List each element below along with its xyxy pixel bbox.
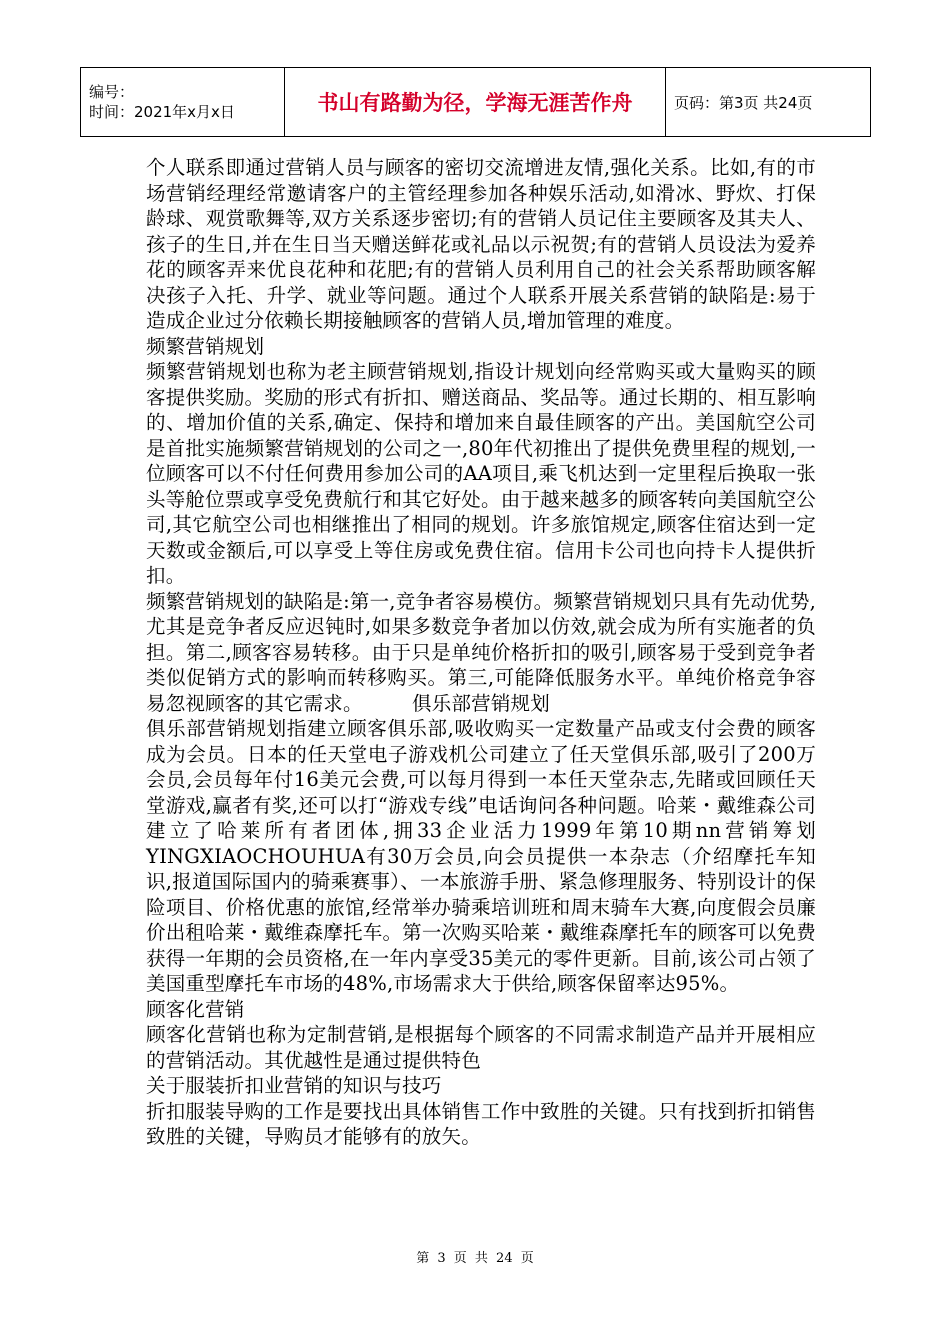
paragraph-personal-contact: 个人联系即通过营销人员与顾客的密切交流增进友情,强化关系。比如,有的市场营销经理经常邀请客户的主管经理参加各种娱乐活动,如滑冰、野炊、打保龄球、观赏歌舞等,双方关系逐步密切;有的营销人员记住主要顾客及其夫人、孩子的生日,并在生日当天赠送鲜花或礼品以示祝贺;有的营销人员设法为爱养花的顾客弄来优良花种和花肥;有的营销人员利用自己的社会关系帮助顾客解决孩子入托、升学、就业等问题。通过个人联系开展关系营销的缺陷是:易于造成企业过分依赖长期接触顾客的营销人员,增加管理的难度。 bbox=[146, 156, 816, 332]
heading-customized-marketing: 顾客化营销 bbox=[146, 997, 245, 1021]
header-table bbox=[80, 67, 871, 137]
page-footer: 第 3 页 共 24 页 bbox=[416, 1251, 534, 1266]
heading-discount-apparel: 关于服装折扣业营销的知识与技巧 bbox=[146, 1074, 442, 1097]
paragraph-frequency-marketing: 频繁营销规划也称为老主顾营销规划,指设计规划向经常购买或大量购买的顾客提供奖励。奖励的形式有折扣、赠送商品、奖品等。通过长期的、相互影响的、增加价值的关系,确定、保持和增加来自最佳顾客的产出。美国航空公司是首批实施频繁营销规划的公司之一,80年代初推出了提供免费里程的规划,一位顾客可以不付任何费用参加公司的AA项目,乘飞机达到一定里程后换取一张头等舱位票或享受免费航行和其它好处。由于越来越多的顾客转向美国航空公司,其它航空公司也相继推出了相同的规划。许多旅馆规定,顾客住宿达到一定天数或金额后,可以享受上等住房或免费住宿。信用卡公司也向持卡人提供折扣。 bbox=[146, 360, 816, 587]
header-motto: 书山有路勤为径，学海无涯苦作舟 bbox=[285, 68, 666, 137]
document-body bbox=[146, 155, 816, 1150]
heading-frequency-marketing: 频繁营销规划 bbox=[146, 334, 265, 358]
header-meta bbox=[81, 68, 285, 137]
paragraph-club-marketing: 俱乐部营销规划指建立顾客俱乐部,吸收购买一定数量产品或支付会费的顾客成为会员。日本的任天堂电子游戏机公司建立了任天堂俱乐部,吸引了200万会员,会员每年付16美元会费,可以每月得到一本任天堂杂志,先睹或回顾任天堂游戏,赢者有奖,还可以打“游戏专线”电话询问各种问题。哈莱・戴维森公司建立了哈莱所有者团体,拥33企业活力1999年第10期nn营销筹划YINGXIAOCHOUHUA有30万会员,向会员提供一本杂志（介绍摩托车知识,报道国际国内的骑乘赛事）、一本旅游手册、紧急修理服务、特别设计的保险项目、价格优惠的旅馆,经常举办骑乘培训班和周末骑车大赛,向度假会员廉价出租哈莱・戴维森摩托车。第一次购买哈莱・戴维森摩托车的顾客可以免费获得一年期的会员资格,在一年内享受35美元的零件更新。目前,该公司占领了美国重型摩托车市场的48%,市场需求大于供给,顾客保留率达95%。 bbox=[146, 717, 816, 995]
paragraph-discount-apparel: 折扣服装导购的工作是要找出具体销售工作中致胜的关键。只有找到折扣销售致胜的关键，导购员才能够有的放矢。 bbox=[146, 1099, 816, 1148]
document-time-label: 时间：2021年x月x日 bbox=[89, 103, 235, 121]
document-number-label: 编号： bbox=[89, 83, 135, 101]
paragraph-frequency-drawbacks: 频繁营销规划的缺陷是:第一,竞争者容易模仿。频繁营销规划只具有先动优势,尤其是竞争者反应迟钝时,如果多数竞争者加以仿效,就会成为所有实施者的负担。第二,顾客容易转移。由于只是单纯价格折扣的吸引,顾客易于受到竞争者类似促销方式的影响而转移购买。第三,可能降低服务水平。单纯价格竞争容易忽视顾客的其它需求。 俱乐部营销规划 bbox=[146, 589, 816, 715]
header-page-info: 页码：第3页 共24页 bbox=[666, 68, 871, 137]
paragraph-customized-marketing: 顾客化营销也称为定制营销,是根据每个顾客的不同需求制造产品并开展相应的营销活动。其优越性是通过提供特色 bbox=[146, 1023, 816, 1072]
